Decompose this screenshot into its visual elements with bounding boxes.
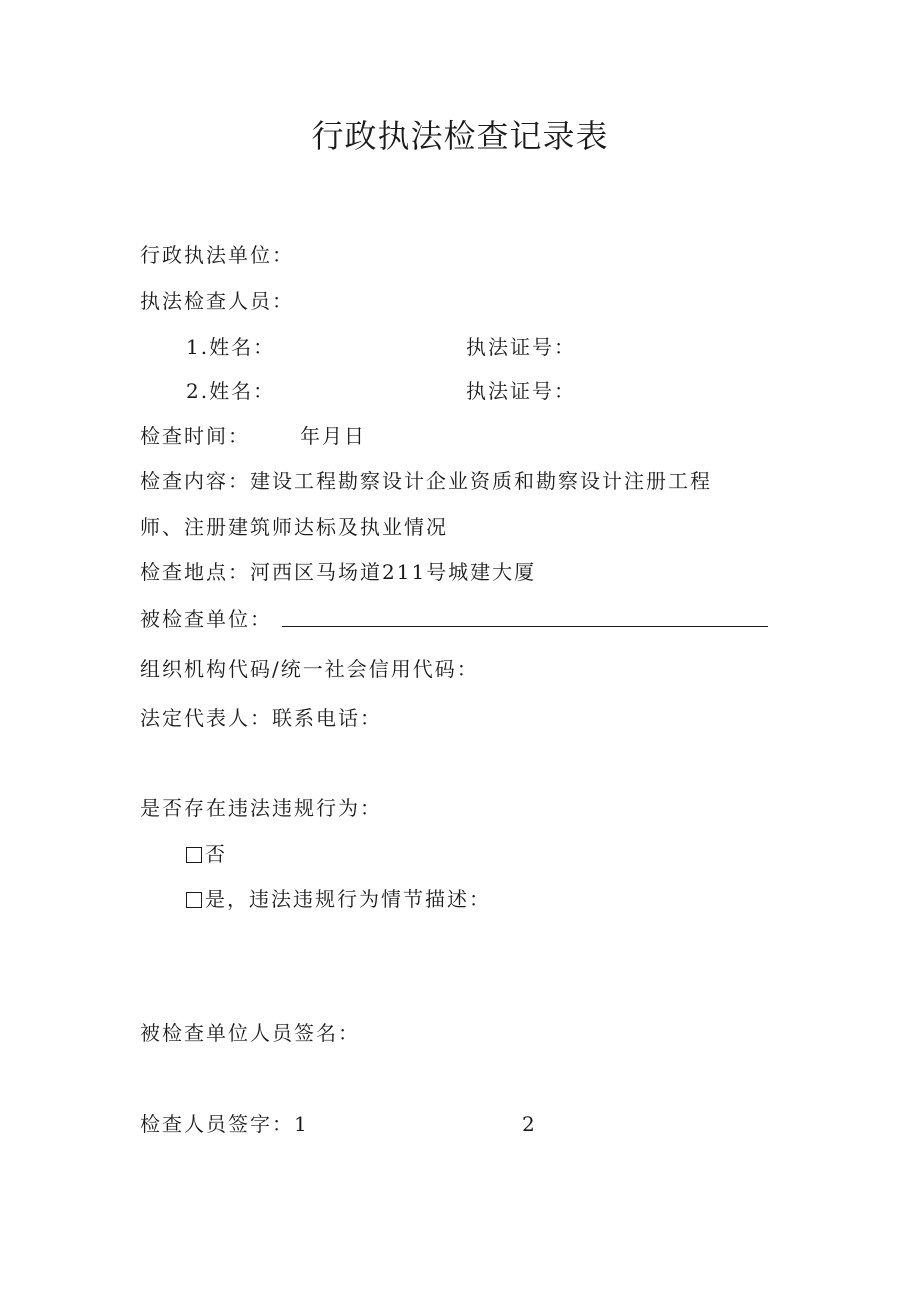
option-no[interactable] (186, 839, 227, 869)
inspector1-name-field: 1.姓名： (186, 335, 276, 359)
page-title: 行政执法检查记录表 (311, 117, 609, 155)
inspectors-field: 执法检查人员： (140, 289, 294, 313)
inspector2-cert-field: 执法证号： (466, 379, 576, 403)
inspector-signature-2: 2 (522, 1112, 535, 1136)
checkbox-no[interactable] (186, 847, 202, 863)
inspected-unit-field: 被检查单位： (140, 607, 272, 631)
inspector2-name-field: 2.姓名： (186, 379, 276, 403)
time-field (140, 421, 366, 451)
content-line-2: 师、注册建筑师达标及执业情况 (140, 515, 448, 539)
violation-question: 是否存在违法违规行为： (140, 796, 382, 820)
unit-field: 行政执法单位： (140, 243, 294, 267)
option-yes[interactable] (186, 884, 491, 914)
location-field: 检查地点：河西区马场道211号城建大厦 (140, 560, 537, 584)
time-value: 年月日 (300, 424, 366, 448)
option-yes-label: 是，违法违规行为情节描述： (205, 887, 491, 911)
inspected-unit-underline (282, 626, 768, 627)
legal-rep-field: 法定代表人：联系电话： (140, 706, 382, 730)
inspector-signature-field: 检查人员签字：1 (140, 1112, 309, 1136)
content-line-1: 检查内容：建设工程勘察设计企业资质和勘察设计注册工程 (140, 469, 712, 493)
time-label: 检查时间： (140, 424, 250, 448)
inspector1-cert-field: 执法证号： (466, 335, 576, 359)
checkbox-yes[interactable] (186, 892, 202, 908)
org-code-field: 组织机构代码/统一社会信用代码： (140, 657, 479, 681)
inspected-signature-field: 被检查单位人员签名： (140, 1021, 360, 1045)
option-no-label: 否 (205, 842, 227, 866)
